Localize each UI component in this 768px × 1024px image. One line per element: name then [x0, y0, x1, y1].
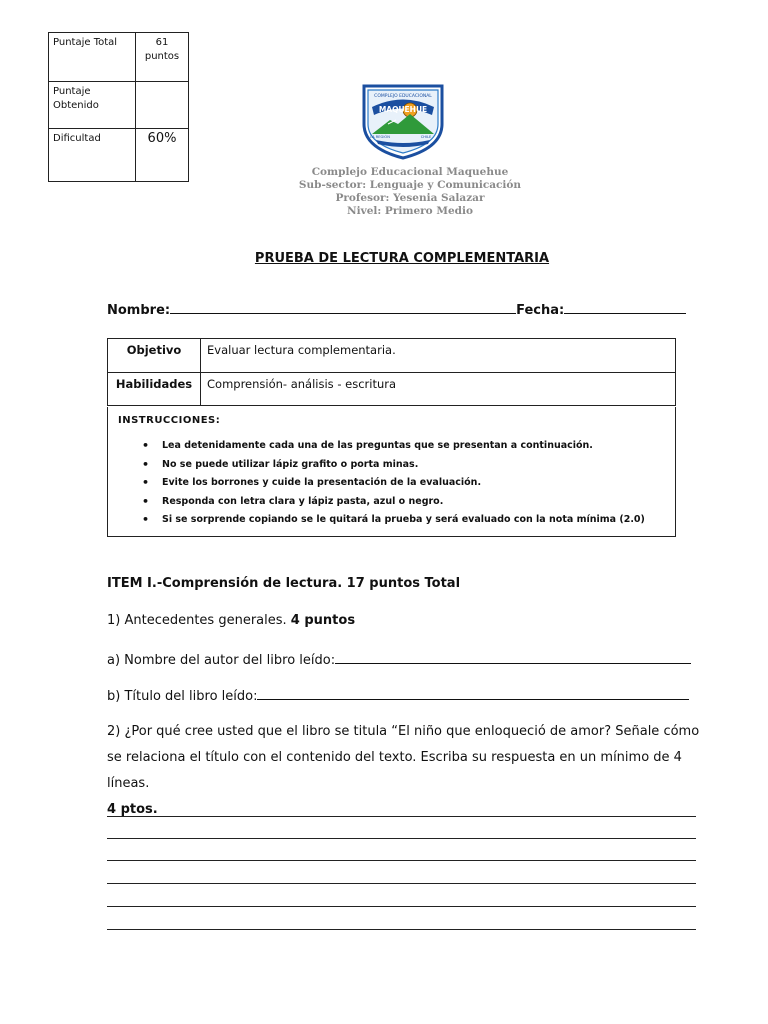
- title-answer-field[interactable]: [257, 685, 689, 700]
- total-score-value: 61 puntos: [136, 33, 189, 82]
- question-b-text: b) Título del libro leído:: [107, 689, 258, 704]
- answer-line[interactable]: [107, 816, 696, 817]
- date-field[interactable]: [564, 299, 686, 314]
- question-b: [107, 685, 689, 704]
- school-name: Complejo Educacional Maquehue: [311, 166, 509, 178]
- logo-top-text: COMPLEJO EDUCACIONAL: [374, 94, 432, 99]
- name-field[interactable]: [170, 299, 516, 314]
- score-table: [48, 32, 189, 182]
- level: Nivel: Primero Medio: [347, 205, 473, 217]
- answer-line[interactable]: [107, 838, 696, 839]
- school-logo-icon: [358, 80, 448, 160]
- objective-value: Evaluar lectura complementaria.: [201, 339, 676, 373]
- question-2-text: 2) ¿Por qué cree usted que el libro se titula “El niño que enloqueció de amor? Señale cómo se relaciona el título con el contenido del texto. Escriba su respuesta en un mínimo de 4 líneas.: [107, 724, 700, 791]
- instruction-item: • Si se sorprende copiando se le quitará la prueba y será evaluado con la nota mínima (2.0): [142, 511, 645, 530]
- instructions-title: INSTRUCCIONES:: [118, 415, 221, 426]
- objectives-table: [107, 338, 676, 406]
- question-a-text: a) Nombre del autor del libro leído:: [107, 653, 336, 668]
- name-label: Nombre:: [107, 303, 171, 318]
- answer-line[interactable]: [107, 906, 696, 907]
- obtained-score-field[interactable]: [136, 82, 189, 129]
- teacher: Profesor: Yesenia Salazar: [335, 192, 485, 204]
- question-1: [107, 613, 355, 628]
- instructions-box: [107, 407, 676, 537]
- skills-value: Comprensión- análisis - escritura: [201, 373, 676, 406]
- answer-line[interactable]: [107, 860, 696, 861]
- question-2-points: 4 ptos.: [107, 802, 158, 817]
- question-1-text: 1) Antecedentes generales.: [107, 613, 291, 628]
- question-a: [107, 649, 691, 668]
- page-title: PRUEBA DE LECTURA COMPLEMENTARIA: [254, 251, 550, 266]
- instruction-item: • Responda con letra clara y lápiz pasta, azul o negro.: [142, 493, 645, 512]
- instruction-item: • Lea detenidamente cada una de las preguntas que se presentan a continuación.: [142, 437, 645, 456]
- answer-line[interactable]: [107, 929, 696, 930]
- name-date-row: [107, 299, 686, 318]
- instructions-list: [142, 437, 645, 530]
- item-1-heading: ITEM I.-Comprensión de lectura. 17 puntos Total: [107, 576, 461, 591]
- difficulty-label: Dificultad: [49, 129, 136, 182]
- difficulty-value: 60%: [136, 129, 189, 182]
- obtained-score-label: Puntaje Obtenido: [49, 82, 136, 129]
- logo-left-text: LA REGIÓN: [370, 135, 390, 139]
- question-2: [107, 719, 707, 823]
- logo-right-text: CHILE: [420, 135, 432, 139]
- total-score-label: Puntaje Total: [49, 33, 136, 82]
- instruction-item: • No se puede utilizar lápiz grafito o porta minas.: [142, 456, 645, 475]
- answer-line[interactable]: [107, 883, 696, 884]
- question-1-points: 4 puntos: [290, 613, 356, 628]
- objective-key: Objetivo: [108, 339, 201, 373]
- instruction-item: • Evite los borrones y cuide la presentación de la evaluación.: [142, 474, 645, 493]
- author-answer-field[interactable]: [335, 649, 691, 664]
- subsector: Sub-sector: Lenguaje y Comunicación: [298, 179, 522, 191]
- date-label: Fecha:: [516, 303, 565, 318]
- school-info: [260, 166, 560, 218]
- logo-name-text: MAQUEHUE: [378, 105, 428, 114]
- skills-key: Habilidades: [108, 373, 201, 406]
